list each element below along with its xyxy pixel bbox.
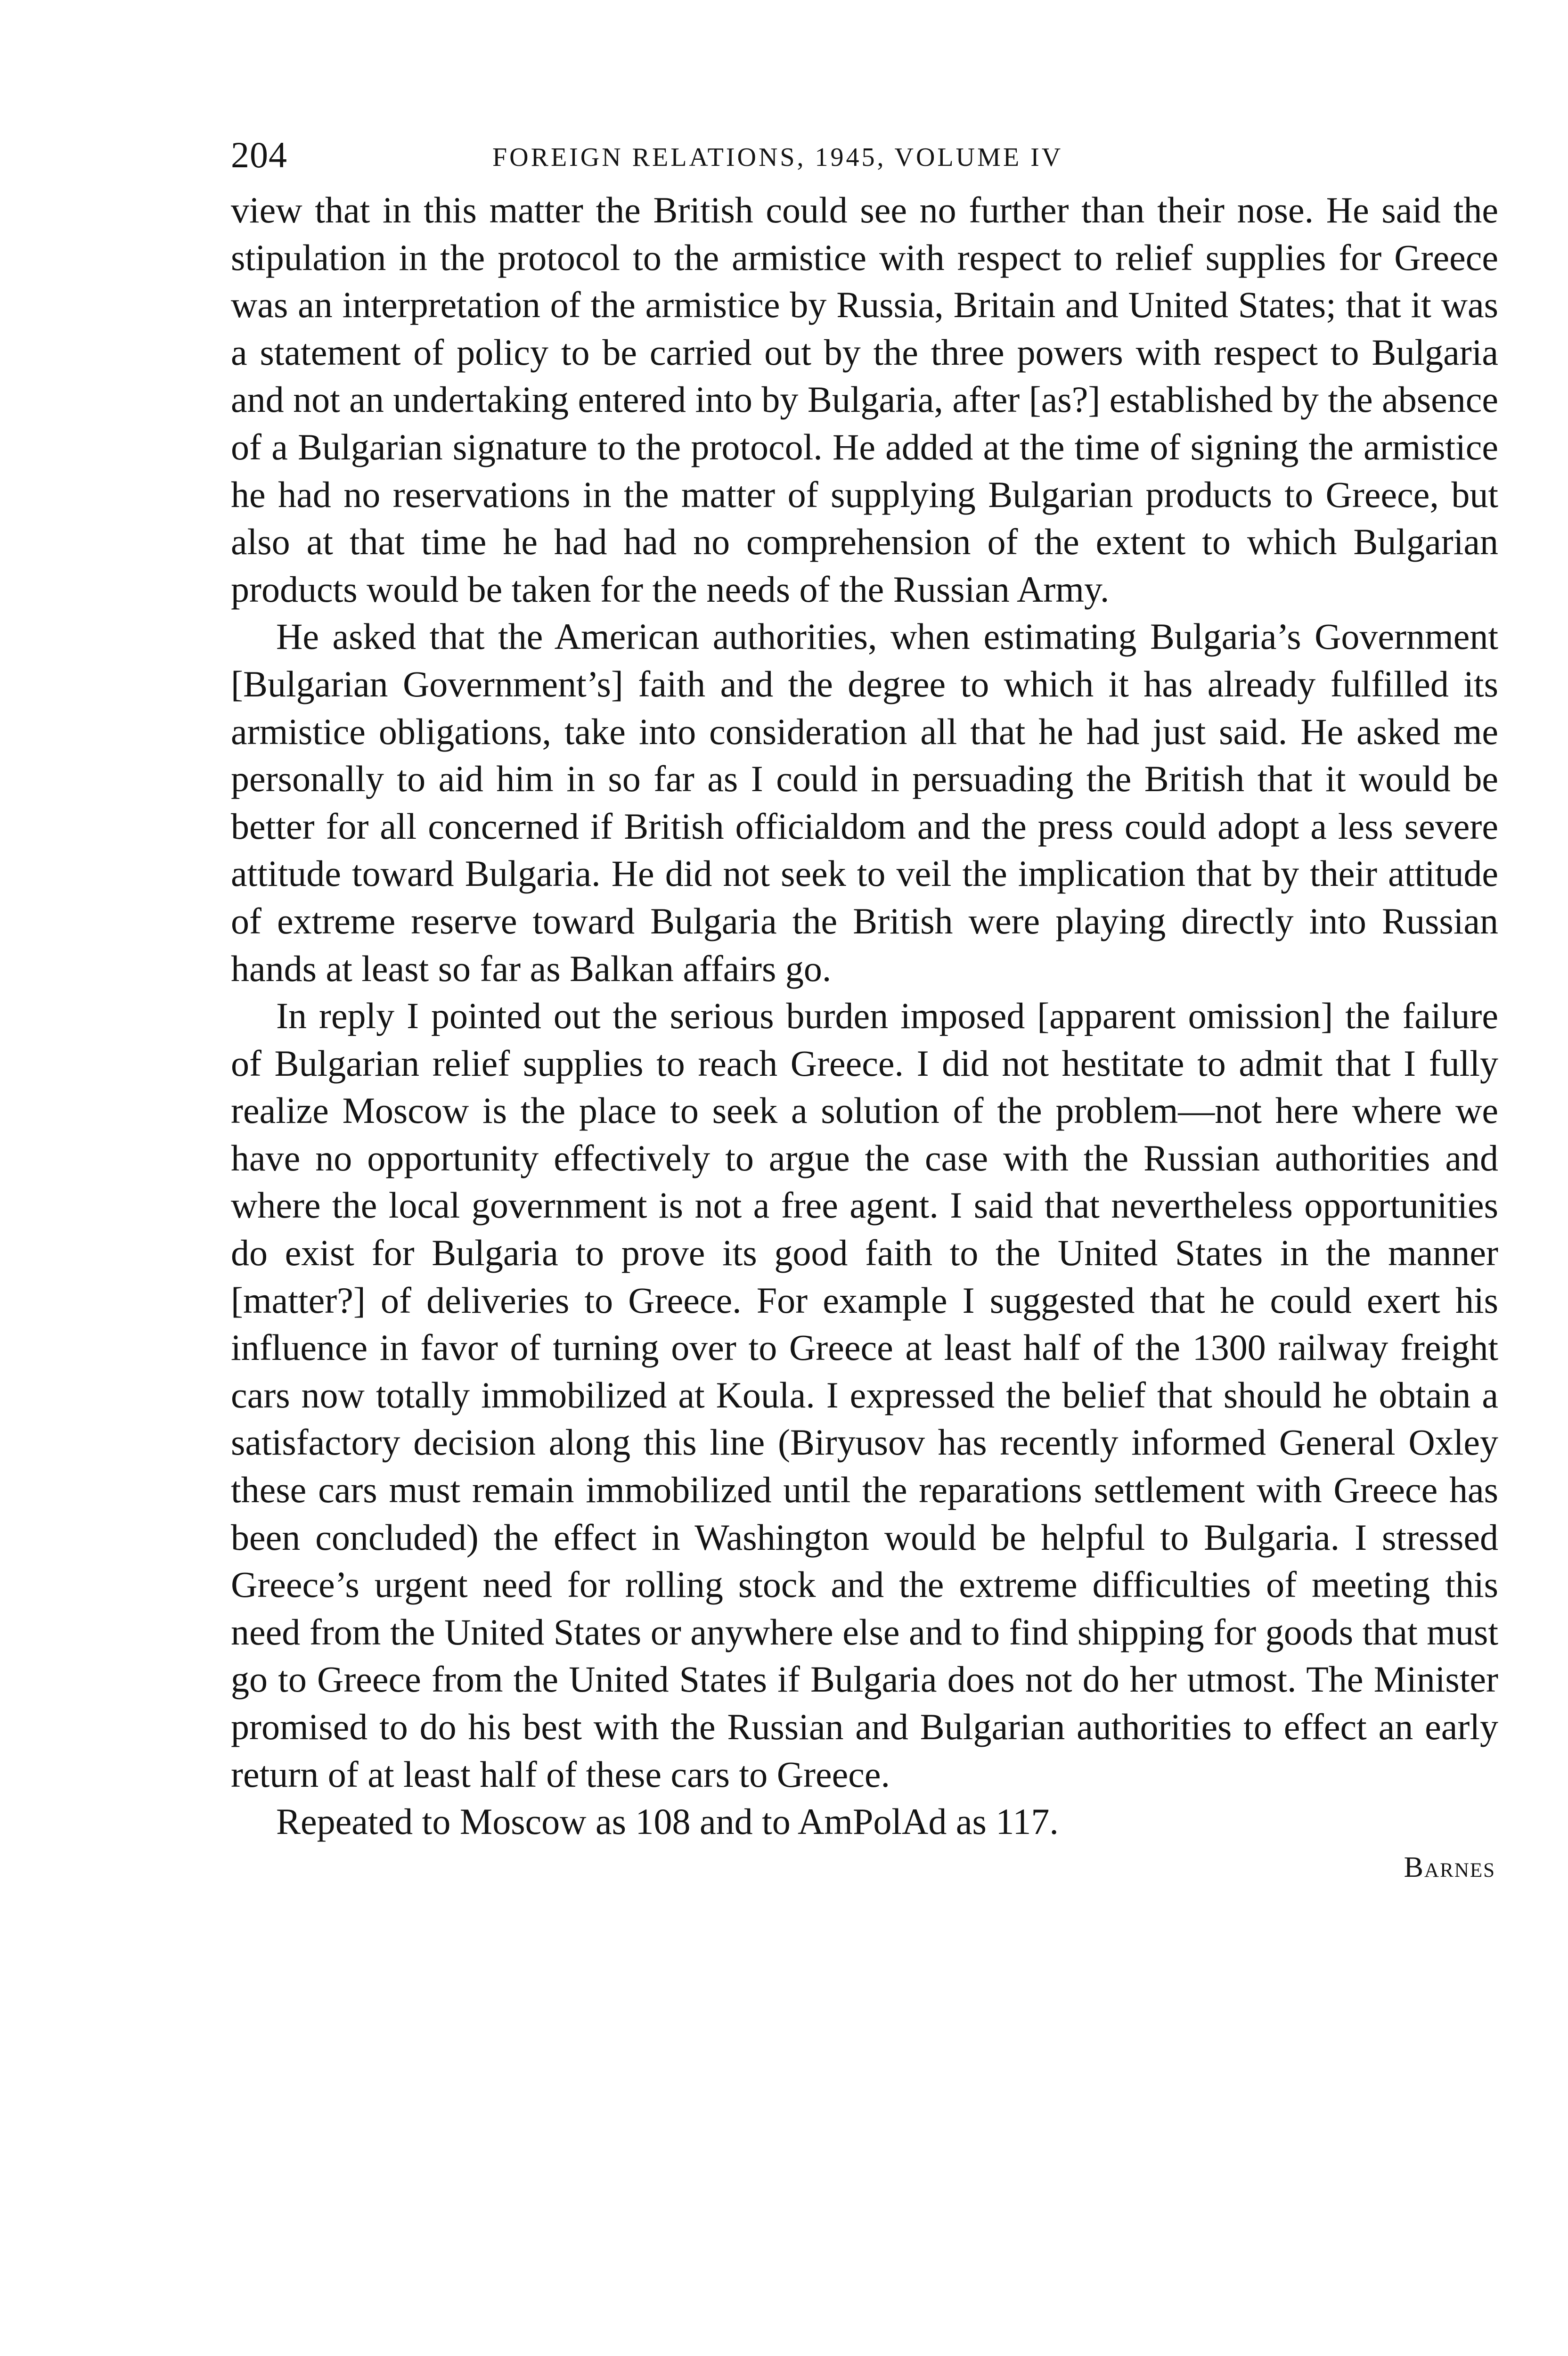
body-text — [231, 187, 1498, 1846]
paragraph-reply: In reply I pointed out the serious burden imposed [apparent omission] the failure of Bulgarian relief supplies to reach Greece. I did not hestitate to admit that I fully realize Moscow is the place to seek a solution of the problem—not here where we have no opportunity effectively to argue the case with the Russian authorities and where the local government is not a free agent. I said that nevertheless opportunities do exist for Bulgaria to prove its good faith to the United States in the manner [matter?] of deliveries to Greece. For example I suggested that he could exert his influence in favor of turning over to Greece at least half of the 1300 railway freight cars now totally immobilized at Koula. I expressed the belief that should he obtain a satisfactory decision along this line (Biryusov has recently informed General Oxley these cars must remain immobilized until the reparations settlement with Greece has been concluded) the effect in Washington would be helpful to Bulgaria. I stressed Greece’s urgent need for rolling stock and the extreme difficulties of meeting this need from the United States or anywhere else and to find shipping for goods that must go to Greece from the United States if Bulgaria does not do her utmost. The Minister promised to do his best with the Russian and Bulgarian authorities to effect an early return of at least half of these cars to Greece. — [231, 995, 1498, 1795]
paragraph-repeated: Repeated to Moscow as 108 and to AmPolAd as 117. — [276, 1801, 1059, 1842]
running-head — [231, 127, 1498, 184]
document-page — [231, 127, 1498, 1891]
signature: Barnes — [1404, 1851, 1495, 1883]
page-number: 204 — [231, 134, 287, 175]
running-title: FOREIGN RELATIONS, 1945, VOLUME IV — [492, 143, 1063, 172]
paragraph-american-authorities: He asked that the American authorities, when estimating Bulgaria’s Government [Bulgarian Government’s] faith and the degree to which it has already fulfilled its armistice obligations, take into consideration all that he had just said. He asked me personally to aid him in so far as I could in persuading the British that it would be better for all concerned if British officialdom and the press could adopt a less severe attitude toward Bulgaria. He did not seek to veil the implication that by their attitude of extreme reserve toward Bulgaria the British were playing directly into Russian hands at least so far as Balkan affairs go. — [231, 616, 1498, 989]
paragraph-continuation: view that in this matter the British could see no further than their nose. He said the stipulation in the protocol to the armistice with respect to relief supplies for Greece was an interpretation of the armistice by Russia, Britain and United States; that it was a statement of policy to be carried out by the three powers with respect to Bulgaria and not an undertaking entered into by Bulgaria, after [as?] established by the absence of a Bulgarian signature to the protocol. He added at the time of signing the armistice he had no reservations in the matter of supplying Bulgarian products to Greece, but also at that time he had had no comprehension of the extent to which Bulgarian products would be taken for the needs of the Russian Army. — [231, 189, 1499, 610]
